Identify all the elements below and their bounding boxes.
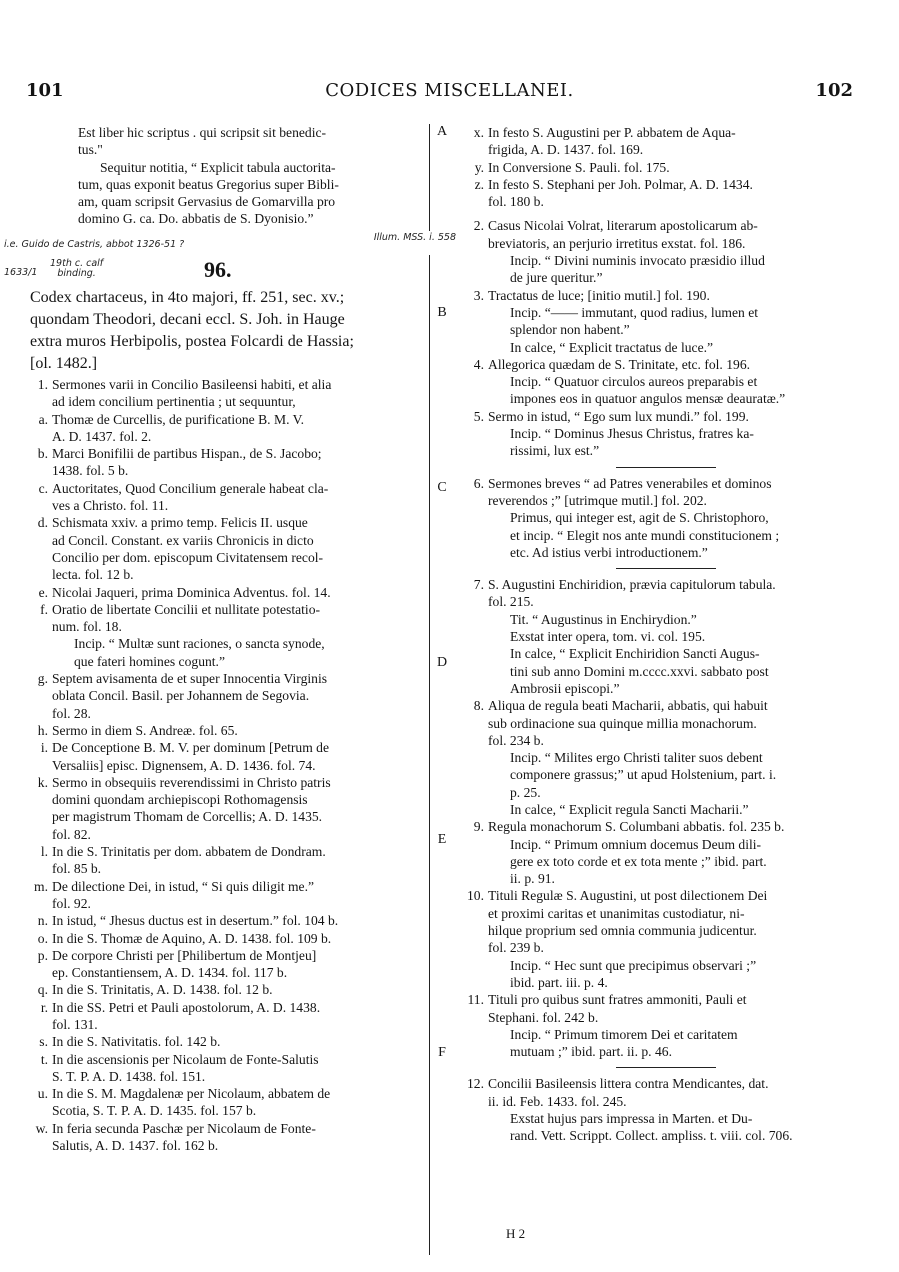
entry-line: In calce, “ Explicit regula Sancti Macharii.” <box>510 801 749 817</box>
entry-line: Concilio per dom. episcopum Civitatensem recol- <box>52 549 324 565</box>
entry-line: Sermo in diem S. Andreæ. fol. 65. <box>52 722 238 738</box>
entry-line: Tituli Regulæ S. Augustini, ut post dilectionem Dei <box>488 888 768 904</box>
catalog-entry <box>466 217 860 252</box>
catalog-entry <box>30 445 425 480</box>
entry-line: fol. 215. <box>488 594 534 610</box>
entry-line: Thomæ de Curcellis, de purificatione B. M. V. <box>52 411 305 427</box>
entry-line: Sermo in istud, “ Ego sum lux mundi.” fol. 199. <box>488 408 749 424</box>
entry-line: et proximi caritas et unanimitas custodiatur, ni- <box>488 905 745 921</box>
entry-label: k. <box>37 774 48 790</box>
incipit-block <box>466 373 860 408</box>
entry-line: In die S. Thomæ de Aquino, A. D. 1438. fol. 109 b. <box>52 930 332 946</box>
entry-label <box>466 957 488 992</box>
catalog-entry <box>466 356 860 373</box>
entry-line: Incip. “ Quatuor circulos aureos preparabis et <box>510 374 758 390</box>
entry-line: oblata Concil. Basil. per Johannem de Segovia. <box>52 688 310 704</box>
entry-line: et incip. “ Elegit nos ante mundi constitucionem ; <box>510 527 780 543</box>
codex-number: 96. <box>204 257 232 282</box>
entry-line: fol. 234 b. <box>488 732 544 748</box>
entry-line: 1438. fol. 5 b. <box>52 463 129 479</box>
entry-line: domini quondam archiepiscopi Rothomagensis <box>52 792 308 808</box>
entry-line: Concilii Basileensis littera contra Mendicantes, dat. <box>488 1076 769 1092</box>
handwritten-note-guido: i.e. Guido de Castris, abbot 1326-51 ? <box>4 239 185 250</box>
entry-body <box>488 957 860 992</box>
entry-body <box>52 999 425 1034</box>
entry-line: ad idem concilium pertinentia ; ut sequuntur, <box>52 394 296 410</box>
entry-line: num. fol. 18. <box>52 619 122 635</box>
entry-body <box>52 878 425 913</box>
entry-line: Primus, qui integer est, agit de S. Christophoro, <box>510 510 769 526</box>
entry-body <box>52 981 425 998</box>
entry-line: Nicolai Jaqueri, prima Dominica Adventus. fol. 14. <box>52 584 331 600</box>
entry-line: ves a Christo. fol. 11. <box>52 498 169 514</box>
right-entries <box>466 124 860 1145</box>
entry-label: 8. <box>473 698 484 714</box>
entry-body <box>52 722 425 739</box>
entry-label <box>466 425 488 460</box>
entry-label: r. <box>40 999 48 1015</box>
entry-line: de jure queritur.” <box>510 270 603 286</box>
catalog-entry <box>30 411 425 446</box>
entry-label <box>30 635 52 670</box>
continuation-line: Est liber hic scriptus . qui scripsit sit benedic- <box>78 125 327 140</box>
entry-label <box>466 836 488 888</box>
catalog-entry <box>30 878 425 913</box>
entry-line: fol. 85 b. <box>52 861 102 877</box>
entry-line: In festo S. Stephani per Joh. Polmar, A. D. 1434. <box>488 176 753 192</box>
entry-body <box>488 176 860 211</box>
entry-line: Salutis, A. D. 1437. fol. 162 b. <box>52 1138 219 1154</box>
entry-line: In calce, “ Explicit tractatus de luce.” <box>510 339 714 355</box>
entry-body <box>488 836 860 888</box>
entry-body <box>488 1075 860 1110</box>
entry-label: 2. <box>473 218 484 234</box>
entry-label: a. <box>38 411 48 427</box>
entry-body <box>52 1120 425 1155</box>
entry-line: ep. Constantiensem, A. D. 1434. fol. 117 b. <box>52 965 288 981</box>
entry-line: S. Augustini Enchiridion, prævia capitulorum tabula. <box>488 577 776 593</box>
entry-line: In istud, “ Jhesus ductus est in desertum.” fol. 104 b. <box>52 913 339 929</box>
binding-line: binding. <box>57 268 96 279</box>
entry-line: A. D. 1437. fol. 2. <box>52 428 152 444</box>
entry-line: hilque proprium sed omnia communia judicentur. <box>488 923 757 939</box>
notitia-line: tum, quas exponit beatus Gregorius super Bibli- <box>78 176 339 192</box>
section-marker: C <box>437 480 447 495</box>
entry-body <box>488 287 860 304</box>
catalog-entry <box>466 818 860 835</box>
handwritten-note-illum: Illum. MSS. i. 558 <box>373 232 456 243</box>
incipit-block <box>466 304 860 339</box>
incipit-block <box>466 1026 860 1061</box>
catalog-entry <box>30 774 425 843</box>
entry-label: e. <box>38 584 48 600</box>
entry-line: In die S. Nativitatis. fol. 142 b. <box>52 1034 221 1050</box>
section-divider <box>616 1067 716 1068</box>
catalog-entry <box>30 1120 425 1155</box>
entry-line: In Conversione S. Pauli. fol. 175. <box>488 159 670 175</box>
entry-line: fol. 239 b. <box>488 940 544 956</box>
entry-line: Sermones varii in Concilio Basileensi habiti, et alia <box>52 377 332 392</box>
entry-line: Tractatus de luce; [initio mutil.] fol. 190. <box>488 287 710 303</box>
entry-line: Tit. “ Augustinus in Enchirydion.” <box>510 611 697 627</box>
entry-line: Ambrosii episcopi.” <box>510 680 620 696</box>
incipit-block <box>30 635 425 670</box>
entry-line: In die S. M. Magdalenæ per Nicolaum, abbatem de <box>52 1086 331 1102</box>
entry-body <box>52 601 425 636</box>
entry-line: Incip. “ Multæ sunt raciones, o sancta synode, <box>74 636 325 652</box>
entry-line: fol. 28. <box>52 705 91 721</box>
entry-label: w. <box>35 1120 48 1136</box>
entry-label: d. <box>37 515 48 531</box>
entry-label: 3. <box>473 287 484 303</box>
entry-body <box>488 373 860 408</box>
entry-line: fol. 180 b. <box>488 194 544 210</box>
page-number-left: 101 <box>26 80 64 101</box>
entry-label: t. <box>40 1051 48 1067</box>
section-marker: B <box>437 305 447 320</box>
entry-body <box>52 739 425 774</box>
catalog-entry <box>30 981 425 998</box>
entry-body <box>52 584 425 601</box>
entry-line: mutuam ;” ibid. part. ii. p. 46. <box>510 1044 672 1060</box>
entry-body <box>52 670 425 722</box>
entry-label: 9. <box>473 819 484 835</box>
entry-label: 10. <box>467 888 484 904</box>
entry-body <box>488 304 860 339</box>
entry-line: que fateri homines cogunt.” <box>74 653 225 669</box>
entry-label: 1. <box>37 377 48 392</box>
entry-line: Incip. “ Milites ergo Christi taliter suos debent <box>510 750 763 766</box>
entry-body <box>52 514 425 583</box>
entry-line: In die SS. Petri et Pauli apostolorum, A. D. 1438. <box>52 999 321 1015</box>
catalog-entry <box>466 991 860 1026</box>
entry-label: 11. <box>467 992 484 1008</box>
signature-mark: H 2 <box>506 1226 526 1241</box>
entry-label <box>466 1110 488 1145</box>
entry-body <box>52 480 425 515</box>
entry-line: Tituli pro quibus sunt fratres ammoniti, Pauli et <box>488 992 747 1008</box>
binding-annotation <box>50 259 103 279</box>
entry-line: Sermones breves “ ad Patres venerabiles et dominos <box>488 475 772 491</box>
catalog-entry <box>30 843 425 878</box>
entry-line: etc. Ad istius verbi introductionem.” <box>510 544 708 560</box>
entry-label: s. <box>39 1034 48 1050</box>
codex-heading <box>0 257 430 287</box>
entry-line: De dilectione Dei, in istud, “ Si quis diligit me.” <box>52 878 315 894</box>
entry-line: Sermo in obsequiis reverendissimi in Christo patris <box>52 774 331 790</box>
entry-label <box>466 304 488 339</box>
entry-body <box>488 887 860 956</box>
entry-body <box>488 356 860 373</box>
entry-label: o. <box>37 930 48 946</box>
section-marker: F <box>438 1045 446 1060</box>
incipit-block <box>466 611 860 697</box>
entry-label <box>466 749 488 818</box>
incipit-block <box>466 1110 860 1145</box>
catalog-entry <box>466 124 860 159</box>
entry-body <box>52 635 425 670</box>
entry-body <box>488 339 860 356</box>
incipit-block <box>466 425 860 460</box>
catalog-entry <box>30 1085 425 1120</box>
catalog-entry <box>466 408 860 425</box>
catalog-entry <box>30 601 425 636</box>
entry-line: Incip. “ Hec sunt que precipimus observari ;” <box>510 957 757 973</box>
entry-line: p. 25. <box>510 784 541 800</box>
page-header <box>0 80 899 110</box>
catalog-entry <box>466 576 860 611</box>
entry-line: In die ascensionis per Nicolaum de Fonte-Salutis <box>52 1051 319 1067</box>
catalog-entry <box>30 584 425 601</box>
entry-label <box>466 509 488 561</box>
section-divider <box>616 467 716 468</box>
catalog-entry <box>30 722 425 739</box>
entry-line: frigida, A. D. 1437. fol. 169. <box>488 142 644 158</box>
entry-line: Exstat inter opera, tom. vi. col. 195. <box>510 629 706 645</box>
entry-line: Stephani. fol. 242 b. <box>488 1009 599 1025</box>
notitia-line: domino G. ca. Do. abbatis de S. Dyonisio.” <box>78 211 314 227</box>
entry-body <box>52 445 425 480</box>
entry-body <box>488 509 860 561</box>
entry-label: y. <box>474 159 484 175</box>
entry-body <box>488 159 860 176</box>
section-divider <box>616 568 716 569</box>
entry-line: In die S. Trinitatis per dom. abbatem de Dondram. <box>52 844 326 860</box>
catalog-entry <box>466 475 860 510</box>
entry-body <box>488 408 860 425</box>
entry-line: Schismata xxiv. a primo temp. Felicis II. usque <box>52 515 308 531</box>
entry-label: z. <box>474 176 484 192</box>
section-marker: A <box>436 124 448 139</box>
incipit-block <box>466 749 860 818</box>
incipit-block <box>466 509 860 561</box>
entry-line: ii. id. Feb. 1433. fol. 245. <box>488 1093 627 1109</box>
entry-label: 5. <box>473 408 484 424</box>
catalog-entry <box>30 739 425 774</box>
catalog-entry <box>30 670 425 722</box>
continuation-line: tus." <box>78 142 103 158</box>
catalog-entry <box>30 999 425 1034</box>
left-entries <box>30 376 425 1154</box>
entry-line: fol. 131. <box>52 1016 98 1032</box>
entry-line: ad Concil. Constant. ex variis Chronicis in dicto <box>52 532 314 548</box>
entry-label: c. <box>38 480 48 496</box>
entry-line: rand. Vett. Scrippt. Collect. ampliss. t. viii. col. 706. <box>510 1128 793 1144</box>
running-title: CODICES MISCELLANEI. <box>325 80 574 101</box>
section-marker: E <box>437 832 447 847</box>
entry-body <box>52 1033 425 1050</box>
entry-body <box>52 930 425 947</box>
incipit-block <box>466 339 860 356</box>
entry-line: Incip. “ Divini numinis invocato præsidio illud <box>510 253 765 269</box>
entry-line: In calce, “ Explicit Enchiridion Sancti Augus- <box>510 646 760 662</box>
entry-line: componere grassus;” ut apud Holstenium, part. i. <box>510 767 777 783</box>
entry-label: l. <box>40 844 48 860</box>
entry-body <box>488 818 860 835</box>
entry-body <box>488 217 860 252</box>
entry-label: u. <box>37 1086 48 1102</box>
entry-line: Incip. “ Primum timorem Dei et caritatem <box>510 1026 738 1042</box>
entry-label <box>466 611 488 697</box>
entry-label: 4. <box>473 356 484 372</box>
catalog-entry <box>466 697 860 749</box>
entry-line: Allegorica quædam de S. Trinitate, etc. fol. 196. <box>488 356 751 372</box>
entry-body <box>52 947 425 982</box>
spacer <box>466 210 860 217</box>
entry-label: p. <box>37 947 48 963</box>
entry-body <box>488 697 860 749</box>
entry-body <box>488 252 860 287</box>
catalog-entry <box>30 1033 425 1050</box>
catalog-entry <box>466 1075 860 1110</box>
handwritten-annotation-row <box>4 232 456 248</box>
catalog-entry <box>30 514 425 583</box>
entry-line: Aliqua de regula beati Macharii, abbatis, qui habuit <box>488 698 768 714</box>
catalog-entry <box>30 376 425 411</box>
entry-line: De corpore Christi per [Philibertum de Montjeu] <box>52 947 317 963</box>
entry-body <box>52 411 425 446</box>
codex-desc-line: [ol. 1482.] <box>30 355 98 372</box>
entry-body <box>52 1051 425 1086</box>
entry-line: tini sub anno Domini m.cccc.xxvi. sabbato post <box>510 663 769 679</box>
incipit-block <box>466 836 860 888</box>
catalog-entry <box>30 480 425 515</box>
entry-body <box>488 749 860 818</box>
entry-line: Casus Nicolai Volrat, literarum apostolicarum ab- <box>488 218 758 234</box>
entry-body <box>52 843 425 878</box>
entry-label <box>466 339 488 356</box>
entry-line: gere ex toto corde et ex tota mente ;” ibid. part. <box>510 853 767 869</box>
entry-line: sub ordinacione sua quinque millia monachorum. <box>488 715 757 731</box>
catalog-entry <box>466 176 860 211</box>
entry-body <box>488 1026 860 1061</box>
entry-line: fol. 92. <box>52 895 91 911</box>
codex-desc-line: Codex chartaceus, in 4to majori, ff. 251, sec. xv.; <box>30 289 345 306</box>
section-marker: D <box>436 655 448 670</box>
notitia-line: Sequitur notitia, “ Explicit tabula auctorita- <box>100 159 336 175</box>
entry-line: ibid. part. iii. p. 4. <box>510 974 608 990</box>
column-rule-top <box>429 124 430 231</box>
entry-line: S. T. P. A. D. 1438. fol. 151. <box>52 1068 206 1084</box>
entry-label: m. <box>34 878 48 894</box>
entry-line: per magistrum Thomam de Corcellis; A. D. 1435. <box>52 809 323 825</box>
catalog-entry <box>30 1051 425 1086</box>
incipit-block <box>466 252 860 287</box>
entry-body <box>488 576 860 611</box>
notitia-line: am, quam scripsit Gervasius de Gomarvilla pro <box>78 194 336 210</box>
codex-desc-line: extra muros Herbipolis, postea Folcardi de Hassia; <box>30 333 354 350</box>
entry-line: Auctoritates, Quod Concilium generale habeat cla- <box>52 480 329 496</box>
entry-line: Versaliis] episc. Dignensem, A. D. 1436. fol. 74. <box>52 757 316 773</box>
catalog-entry <box>466 159 860 176</box>
entry-body <box>52 376 425 411</box>
entry-label: h. <box>37 722 48 738</box>
entry-label: g. <box>37 671 48 687</box>
entry-line: Septem avisamenta de et super Innocentia Virginis <box>52 671 328 687</box>
entry-body <box>52 912 425 929</box>
entry-label <box>466 252 488 287</box>
entry-line: Regula monachorum S. Columbani abbatis. fol. 235 b. <box>488 819 785 835</box>
codex-desc-line: quondam Theodori, decani eccl. S. Joh. in Hauge <box>30 311 345 328</box>
entry-label <box>466 1026 488 1061</box>
entry-line: impones eos in quatuor angulos mensæ deauratæ.” <box>510 391 786 407</box>
catalog-entry <box>30 930 425 947</box>
entry-body <box>488 1110 860 1145</box>
entry-body <box>52 774 425 843</box>
catalog-entry <box>466 287 860 304</box>
entry-label: i. <box>40 740 48 756</box>
entry-line: Incip. “ Primum omnium docemus Deum dili- <box>510 836 762 852</box>
entry-line: fol. 82. <box>52 826 91 842</box>
entry-body <box>488 611 860 697</box>
entry-body <box>52 1085 425 1120</box>
entry-line: Oratio de libertate Concilii et nullitate potestatio- <box>52 601 321 617</box>
entry-label <box>466 373 488 408</box>
incipit-block <box>466 957 860 992</box>
entry-label: q. <box>37 982 48 998</box>
entry-line: Scotia, S. T. P. A. D. 1435. fol. 157 b. <box>52 1103 257 1119</box>
entry-line: rissimi, lux est.” <box>510 443 600 459</box>
catalog-entry <box>30 912 425 929</box>
entry-line: breviatoris, an perjurio irretitus exstat. fol. 186. <box>488 235 746 251</box>
left-column-top <box>30 124 425 228</box>
entry-body <box>488 124 860 159</box>
entry-label: 7. <box>473 577 484 593</box>
entry-label: f. <box>40 601 48 617</box>
entry-body <box>488 425 860 460</box>
entry-line: Incip. “ Dominus Jhesus Christus, fratres ka- <box>510 426 754 442</box>
page-number-right: 102 <box>815 80 853 101</box>
entry-line: splendor non habent.” <box>510 322 630 338</box>
column-rule <box>429 255 430 1255</box>
entry-line: De Conceptione B. M. V. per dominum [Petrum de <box>52 740 330 756</box>
entry-line: In festo S. Augustini per P. abbatem de Aqua- <box>488 125 736 140</box>
entry-line: In die S. Trinitatis, A. D. 1438. fol. 12 b. <box>52 982 273 998</box>
entry-label: 6. <box>473 475 484 491</box>
entry-line: lecta. fol. 12 b. <box>52 567 134 583</box>
entry-label: b. <box>37 446 48 462</box>
entry-line: Incip. “—— immutant, quod radius, lumen et <box>510 304 759 320</box>
entry-line: In feria secunda Paschæ per Nicolaum de Fonte- <box>52 1120 316 1136</box>
entry-line: ii. p. 91. <box>510 871 555 887</box>
shelfmark-annotation: 1633/1 <box>4 267 38 278</box>
entry-label: 12. <box>467 1076 484 1092</box>
binding-line: 19th c. calf <box>50 258 104 269</box>
entry-label: n. <box>37 913 48 929</box>
entry-body <box>488 475 860 510</box>
entry-line: Exstat hujus pars impressa in Marten. et Du- <box>510 1111 753 1127</box>
entry-line: Marci Bonifilii de partibus Hispan., de S. Jacobo; <box>52 446 322 462</box>
catalog-entry <box>466 887 860 956</box>
entry-body <box>488 991 860 1026</box>
entry-label: x. <box>473 125 484 140</box>
codex-description <box>30 287 425 375</box>
catalog-entry <box>30 947 425 982</box>
entry-line: reverendos ;” [utrimque mutil.] fol. 202. <box>488 492 707 508</box>
